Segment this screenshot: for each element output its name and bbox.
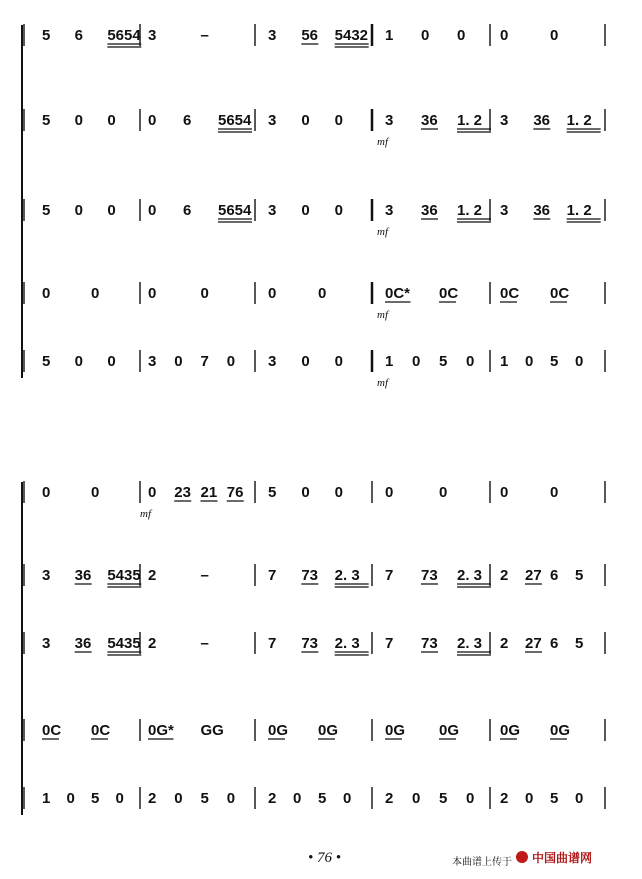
note-cell: 3 xyxy=(148,27,157,44)
note-cell: 5435 xyxy=(107,567,141,584)
note-cell: 5 xyxy=(575,635,584,652)
note-cell: 0 xyxy=(500,484,509,501)
note-cell: 3 xyxy=(385,112,394,129)
note-cell: 7 xyxy=(385,635,394,652)
note-cell: 0 xyxy=(115,790,124,807)
note-cell: 1 xyxy=(42,790,51,807)
note-cell: 2. 3 xyxy=(457,635,483,652)
note-cell: 0C xyxy=(91,722,111,739)
note-cell: 21 xyxy=(200,484,218,501)
dynamic-mark: mf xyxy=(377,309,388,321)
note-cell: 0 xyxy=(42,285,51,302)
note-cell: 5 xyxy=(42,353,51,370)
note-cell: 0 xyxy=(301,353,310,370)
note-cell: 0 xyxy=(334,353,344,370)
note-cell: 0 xyxy=(148,202,157,219)
note-cell: 7 xyxy=(385,567,394,584)
note-cell: 2. 3 xyxy=(334,567,360,584)
note-cell: 0 xyxy=(148,285,157,302)
note-cell: 0 xyxy=(500,27,509,44)
note-cell: 0 xyxy=(412,790,421,807)
note-cell: 0 xyxy=(334,484,344,501)
note-cell: 5432 xyxy=(334,27,369,44)
note-cell: 0 xyxy=(343,790,352,807)
note-cell: 3 xyxy=(268,353,277,370)
page-number: • 76 • xyxy=(308,850,342,866)
note-cell: 3 xyxy=(268,27,277,44)
note-cell: 36 xyxy=(74,635,92,652)
note-cell: 0 xyxy=(466,353,475,370)
note-cell: 0 xyxy=(42,484,51,501)
note-cell: GG xyxy=(200,722,224,739)
note-cell: 7 xyxy=(200,353,209,370)
note-cell: 2 xyxy=(268,790,277,807)
note-cell: 36 xyxy=(421,112,438,129)
note-cell: 0 xyxy=(575,790,584,807)
note-cell: 0 xyxy=(334,202,344,219)
note-cell: 0 xyxy=(301,484,310,501)
note-cell: – xyxy=(200,567,209,584)
note-cell: 0 xyxy=(412,353,421,370)
note-cell: 5 xyxy=(42,27,51,44)
note-cell: 0 xyxy=(148,484,157,501)
note-cell: 0G xyxy=(500,722,521,739)
note-cell: 0 xyxy=(334,112,344,129)
note-cell: 2 xyxy=(148,790,157,807)
note-cell: 0 xyxy=(575,353,584,370)
note-cell: 0 xyxy=(550,27,559,44)
note-cell: 2 xyxy=(500,790,509,807)
note-cell: 6 xyxy=(550,635,559,652)
dynamic-mark: mf xyxy=(377,226,388,238)
note-cell: 5 xyxy=(268,484,277,501)
note-cell: 0 xyxy=(421,27,430,44)
note-cell: 0 xyxy=(385,484,394,501)
note-cell: 1 xyxy=(385,27,394,44)
note-cell: 73 xyxy=(301,635,319,652)
note-cell: 5 xyxy=(318,790,327,807)
note-cell: 36 xyxy=(421,202,438,219)
note-cell: 1. 2 xyxy=(566,112,592,129)
note-cell: 0G xyxy=(550,722,571,739)
note-cell: 1 xyxy=(385,353,394,370)
note-cell: 0G xyxy=(318,722,339,739)
note-cell: 5 xyxy=(200,790,209,807)
note-cell: 5 xyxy=(42,112,51,129)
note-cell: – xyxy=(200,635,209,652)
note-cell: 6 xyxy=(183,112,192,129)
note-cell: 0 xyxy=(74,112,84,129)
note-cell: 5 xyxy=(550,790,559,807)
note-cell: 3 xyxy=(268,202,277,219)
dynamic-mark: mf xyxy=(377,136,388,148)
note-cell: 0 xyxy=(226,790,236,807)
note-cell: 36 xyxy=(533,202,551,219)
note-cell: 56 xyxy=(301,27,319,44)
note-cell: 2. 3 xyxy=(457,567,483,584)
note-cell: – xyxy=(200,27,209,44)
note-cell: 0 xyxy=(457,27,466,44)
note-cell: 5 xyxy=(91,790,100,807)
note-cell: 0 xyxy=(525,790,534,807)
note-cell: 3 xyxy=(42,567,51,584)
note-cell: 2 xyxy=(500,635,509,652)
note-cell: 76 xyxy=(226,484,244,501)
note-cell: 3 xyxy=(500,202,509,219)
note-cell: 0 xyxy=(301,202,310,219)
note-cell: 0 xyxy=(293,790,302,807)
note-cell: 0 xyxy=(74,353,84,370)
note-cell: 3 xyxy=(42,635,51,652)
site-logo-icon xyxy=(516,851,528,863)
note-cell: 0 xyxy=(107,112,116,129)
note-cell: 5 xyxy=(42,202,51,219)
note-cell: 5 xyxy=(550,353,559,370)
note-cell: 0 xyxy=(268,285,277,302)
note-cell: 36 xyxy=(74,567,92,584)
note-cell: 2 xyxy=(148,567,157,584)
note-cell: 0 xyxy=(226,353,236,370)
note-cell: 0 xyxy=(174,790,183,807)
note-cell: 0 xyxy=(91,484,100,501)
note-cell: 0 xyxy=(66,790,75,807)
note-cell: 27 xyxy=(525,635,542,652)
note-cell: 0 xyxy=(74,202,84,219)
note-cell: 0C* xyxy=(385,285,411,302)
note-cell: 5 xyxy=(575,567,584,584)
note-cell: 5 xyxy=(439,790,448,807)
note-cell: 27 xyxy=(525,567,542,584)
note-cell: 0 xyxy=(148,112,157,129)
note-cell: 5435 xyxy=(107,635,141,652)
note-cell: 0G xyxy=(268,722,289,739)
note-cell: 0 xyxy=(318,285,327,302)
note-cell: 6 xyxy=(74,27,84,44)
upload-credit: 本曲谱上传于 xyxy=(452,857,512,868)
note-cell: 5 xyxy=(439,353,448,370)
note-cell: 1. 2 xyxy=(457,112,483,129)
dynamic-mark: mf xyxy=(140,508,151,520)
note-cell: 1 xyxy=(500,353,509,370)
note-cell: 5654 xyxy=(218,112,252,129)
note-cell: 5654 xyxy=(107,27,141,44)
note-cell: 0 xyxy=(550,484,559,501)
note-cell: 0 xyxy=(439,484,448,501)
note-cell: 36 xyxy=(533,112,551,129)
note-cell: 0 xyxy=(525,353,534,370)
note-cell: 2 xyxy=(500,567,509,584)
note-cell: 0C xyxy=(550,285,570,302)
note-cell: 0 xyxy=(174,353,183,370)
site-logo: 中国曲谱网 xyxy=(532,851,593,865)
note-cell: 5654 xyxy=(218,202,252,219)
note-cell: 1. 2 xyxy=(457,202,483,219)
note-cell: 0 xyxy=(301,112,310,129)
note-cell: 0 xyxy=(466,790,475,807)
note-cell: 0C xyxy=(439,285,459,302)
note-cell: 3 xyxy=(500,112,509,129)
note-cell: 2 xyxy=(385,790,394,807)
note-cell: 7 xyxy=(268,635,277,652)
note-cell: 73 xyxy=(421,635,438,652)
note-cell: 1. 2 xyxy=(566,202,592,219)
note-cell: 0C xyxy=(42,722,62,739)
note-cell: 3 xyxy=(385,202,394,219)
note-cell: 0 xyxy=(107,202,116,219)
note-cell: 73 xyxy=(421,567,438,584)
note-cell: 0 xyxy=(200,285,209,302)
note-cell: 2. 3 xyxy=(334,635,360,652)
note-cell: 6 xyxy=(550,567,559,584)
note-cell: 2 xyxy=(148,635,157,652)
note-cell: 3 xyxy=(268,112,277,129)
dynamic-mark: mf xyxy=(377,377,388,389)
note-cell: 73 xyxy=(301,567,319,584)
note-cell: 7 xyxy=(268,567,277,584)
note-cell: 0G* xyxy=(148,722,174,739)
note-cell: 23 xyxy=(174,484,191,501)
note-cell: 0C xyxy=(500,285,520,302)
note-cell: 3 xyxy=(148,353,157,370)
note-cell: 0 xyxy=(107,353,116,370)
note-cell: 0G xyxy=(385,722,406,739)
note-cell: 0G xyxy=(439,722,460,739)
note-cell: 6 xyxy=(183,202,192,219)
note-cell: 0 xyxy=(91,285,100,302)
